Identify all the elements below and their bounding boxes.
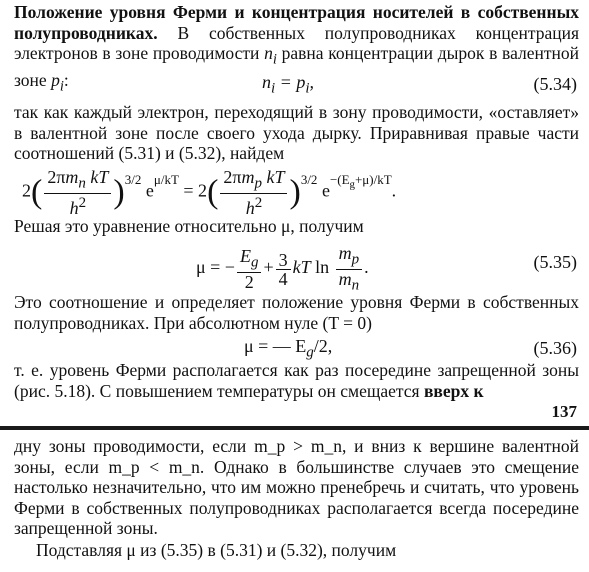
equation-5-34: $n_i = p_i$, (5.34) — [262, 72, 577, 97]
equation-number: (5.35) — [533, 252, 577, 272]
paragraph-fermi-middle: т. е. уровень Ферми располагается как раз посередине запрещенной зоны (рис. 5.18). С повышением температуры он смещается вверх к — [14, 360, 579, 401]
paragraph-ratio: Это соотношение и определяет положение уровня Ферми в собственных полупроводниках. При абсолютном нуле (T = 0) — [14, 292, 579, 333]
paragraph-shift: дну зоны проводимости, если m_p > m_n, и вниз к вершине валентной зоны, если m_p < m_n. Однако в большинстве случаев это смещение настолько незначительно, что им можно пренебречь и считать, что уровень Ферми в собственных полупроводниках располагается всегда посередине запрещенной зоны. — [14, 436, 579, 538]
equation-equality: 2( $\frac{2\pi m_n kT}{h^2}$ )$^{3/2}$ $e^{\mu/kT} = 2$( $\frac{2\pi m_p kT}{h^2}$ )$^{3/2}$ $e^{-(E_g+\mu)/kT}$. — [22, 167, 397, 218]
page-separator — [0, 426, 589, 430]
paragraph-electron: так как каждый электрон, переходящий в зону проводимости, «оставляет» в валентной зоне после своего ухода дырку. Приравнивая правые части соотношений (5.31) и (5.32), найдем — [14, 102, 579, 163]
equation-number: (5.34) — [533, 74, 577, 94]
page-138 — [0, 436, 589, 572]
equation-5-35: μ = − $\frac{E_g}{2}$ + $\frac{3}{4}$ kT ln $\frac{m_p}{m_n}$ . (5.35) — [196, 243, 577, 294]
section-heading: Положение уровня Ферми и концентрация носителей в собственных полупроводниках. — [14, 2, 579, 43]
equation-number: (5.36) — [533, 338, 577, 358]
paragraph-substitute: Подставляя μ из (5.35) в (5.31) и (5.32), получим — [36, 540, 397, 560]
paragraph-solve: Решая это уравнение относительно μ, получим — [14, 216, 364, 236]
paragraph-intro: Положение уровня Ферми и концентрация носителей в собственных полупроводниках. В собственных полупроводниках концентрация электронов в зоне проводимости $n_i$ равна концентрации дырок в валентной зоне $p_i$: — [14, 2, 580, 95]
page-number: 137 — [551, 402, 577, 421]
equation-5-36: μ = — $E_g/2$, (5.36) — [244, 336, 577, 361]
